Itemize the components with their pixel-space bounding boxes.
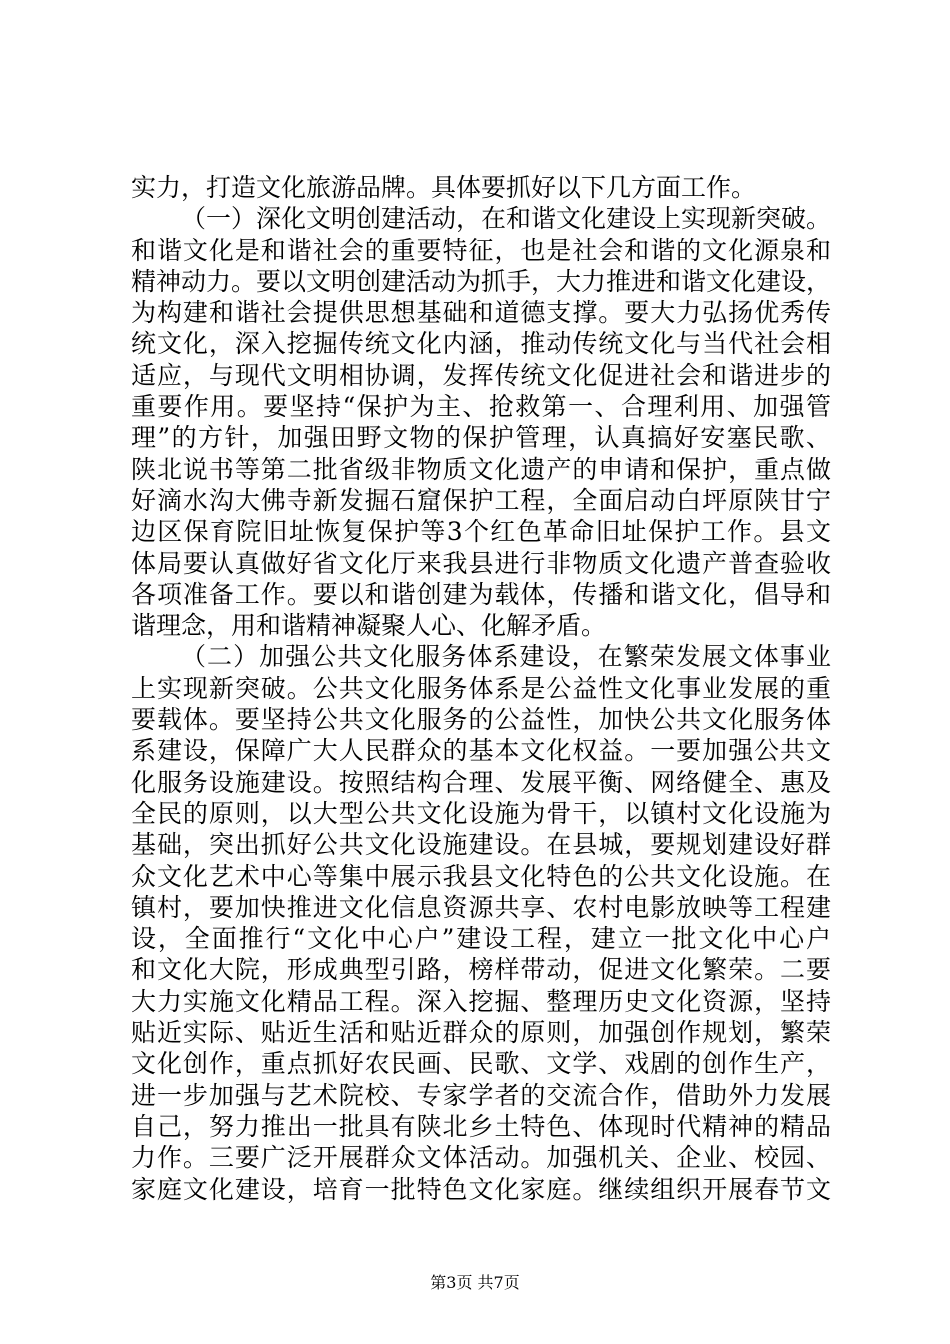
text-line: 文化创作，重点抓好农民画、民歌、文学、戏剧的创作生产，	[131, 1049, 831, 1079]
text-line: 自己，努力推出一批具有陕北乡土特色、体现时代精神的精品	[131, 1111, 831, 1141]
text-line: 全民的原则，以大型公共文化设施为骨干，以镇村文化设施为	[131, 798, 831, 828]
text-line: 理”的方针，加强田野文物的保护管理，认真搞好安塞民歌、	[131, 423, 831, 453]
text-line: 和谐文化是和谐社会的重要特征，也是社会和谐的文化源泉和	[131, 235, 831, 265]
text-line: 力作。三要广泛开展群众文体活动。加强机关、企业、校园、	[131, 1143, 831, 1173]
text-line: 和文化大院，形成典型引路，榜样带动，促进文化繁荣。二要	[131, 955, 831, 985]
page-footer: 第3页 共7页	[430, 1273, 520, 1292]
text-line: 要载体。要坚持公共文化服务的公益性，加快公共文化服务体	[131, 705, 831, 735]
text-line: 镇村，要加快推进文化信息资源共享、农村电影放映等工程建	[131, 892, 831, 922]
text-line: 实力，打造文化旅游品牌。具体要抓好以下几方面工作。	[131, 173, 757, 202]
text-line: 精神动力。要以文明创建活动为抓手，大力推进和谐文化建设，	[131, 266, 832, 296]
text-line: 好滴水沟大佛寺新发掘石窟保护工程，全面启动白坪原陕甘宁	[131, 485, 831, 515]
text-line: 统文化，深入挖掘传统文化内涵，推动传统文化与当代社会相	[131, 329, 831, 359]
text-line: 谐理念，用和谐精神凝聚人心、化解矛盾。	[131, 611, 607, 641]
text-line: 体局要认真做好省文化厅来我县进行非物质文化遗产普查验收	[131, 548, 831, 578]
text-line: （二）加强公共文化服务体系建设，在繁荣发展文体事业	[181, 642, 831, 672]
text-line: 基础，突出抓好公共文化设施建设。在县城，要规划建设好群	[131, 830, 831, 860]
text-line: 适应，与现代文明相协调，发挥传统文化促进社会和谐进步的	[131, 360, 831, 390]
text-line: 家庭文化建设，培育一批特色文化家庭。继续组织开展春节文	[131, 1174, 831, 1204]
text-line: 边区保育院旧址恢复保护等3个红色革命旧址保护工作。县文	[131, 517, 831, 547]
text-line: （一）深化文明创建活动，在和谐文化建设上实现新突破。	[181, 204, 832, 234]
text-line: 众文化艺术中心等集中展示我县文化特色的公共文化设施。在	[131, 861, 831, 891]
text-line: 设，全面推行“文化中心户”建设工程，建立一批文化中心户	[131, 924, 831, 954]
text-line: 上实现新突破。公共文化服务体系是公益性文化事业发展的重	[131, 673, 831, 703]
text-line: 陕北说书等第二批省级非物质文化遗产的申请和保护，重点做	[131, 454, 831, 484]
text-line: 系建设，保障广大人民群众的基本文化权益。一要加强公共文	[131, 736, 831, 766]
text-line: 为构建和谐社会提供思想基础和道德支撑。要大力弘扬优秀传	[131, 298, 831, 328]
text-line: 贴近实际、贴近生活和贴近群众的原则，加强创作规划，繁荣	[131, 1018, 831, 1048]
text-line: 进一步加强与艺术院校、专家学者的交流合作，借助外力发展	[131, 1080, 831, 1110]
text-line: 大力实施文化精品工程。深入挖掘、整理历史文化资源，坚持	[131, 986, 831, 1016]
text-line: 化服务设施建设。按照结构合理、发展平衡、网络健全、惠及	[131, 767, 831, 797]
text-line: 重要作用。要坚持“保护为主、抢救第一、合理利用、加强管	[131, 392, 831, 422]
text-line: 各项准备工作。要以和谐创建为载体，传播和谐文化，倡导和	[131, 579, 831, 609]
body-text	[131, 172, 831, 1205]
